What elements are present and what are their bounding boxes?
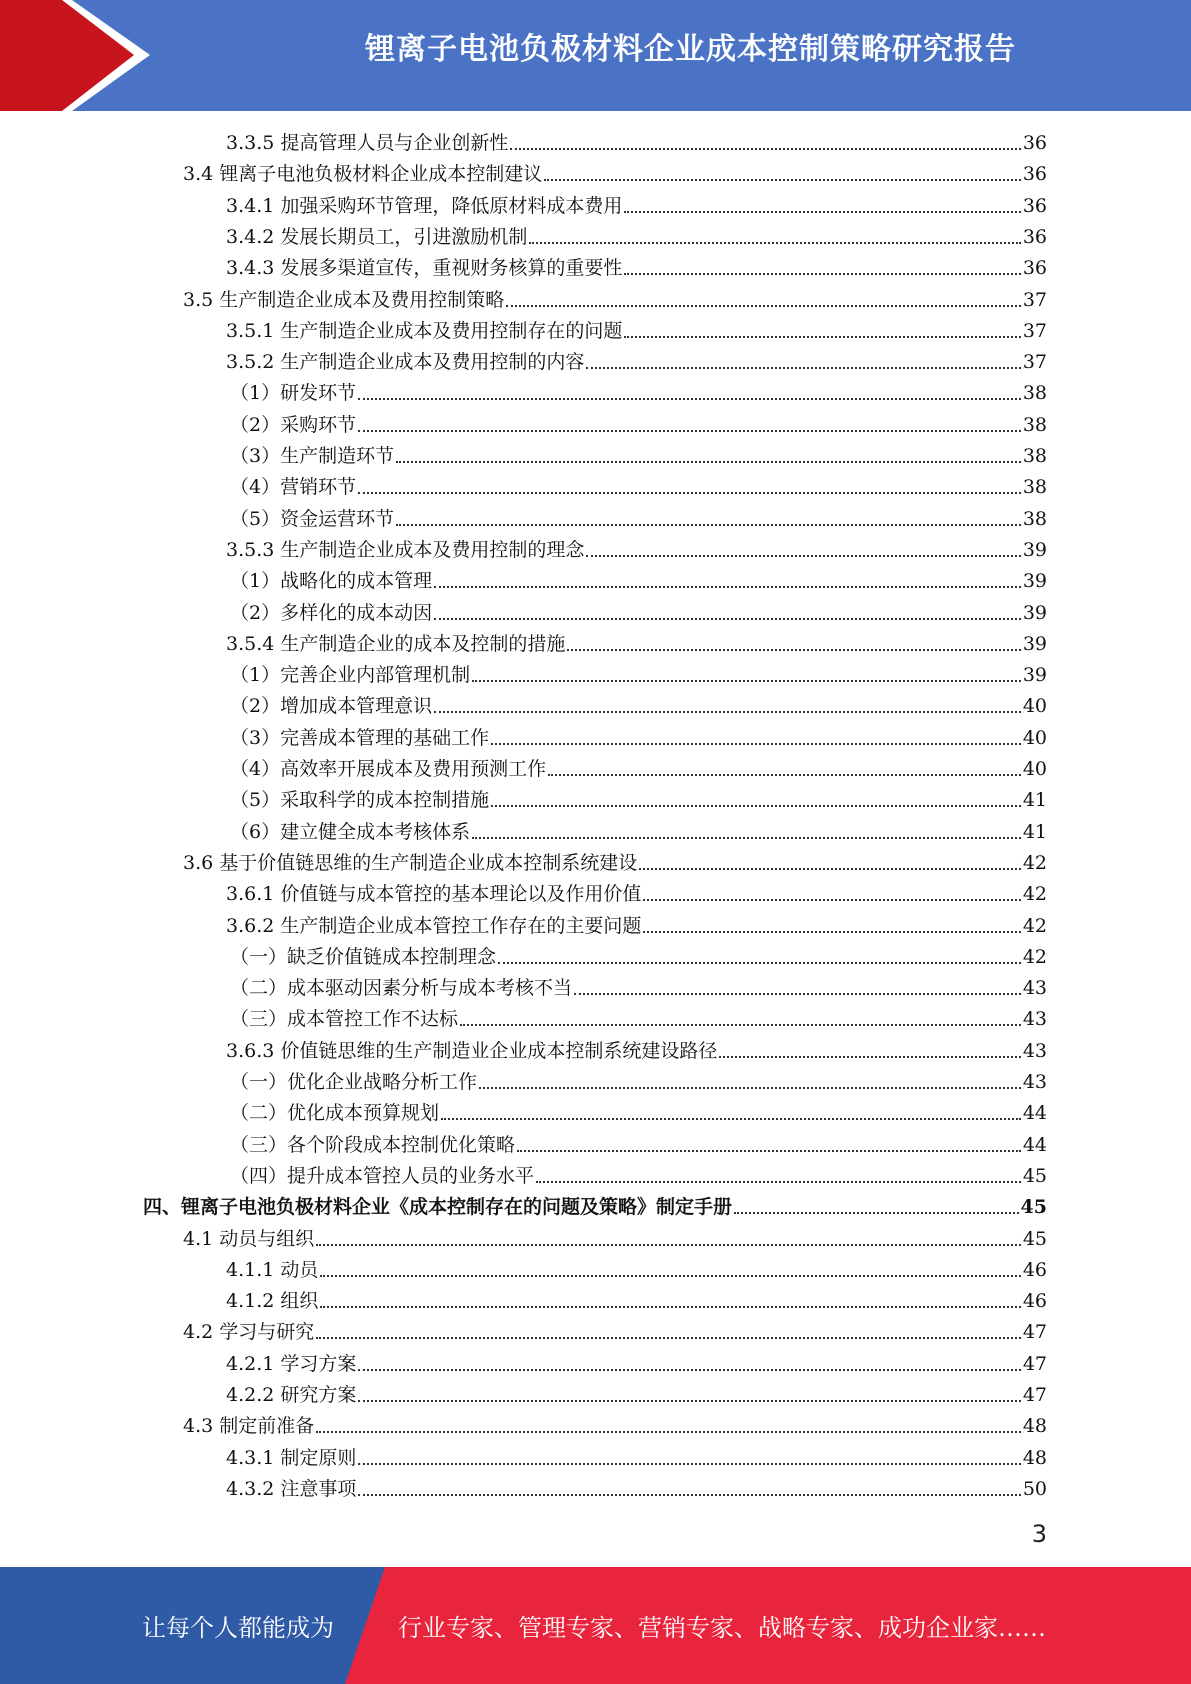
toc-entry-label: 3.4.1 加强采购环节管理，降低原材料成本费用 <box>226 194 623 217</box>
toc-entry-label: 4.1.2 组织 <box>226 1290 319 1313</box>
toc-entry[interactable] <box>230 566 1047 597</box>
toc-entry-label: 4.1.1 动员 <box>226 1258 319 1281</box>
toc-entry[interactable] <box>226 1286 1047 1317</box>
toc-entry-page: 36 <box>1022 132 1047 154</box>
header-chevron-icon <box>0 0 134 111</box>
toc-leader-dots <box>624 211 1020 213</box>
toc-entry-page: 43 <box>1022 1008 1047 1031</box>
toc-entry-label: （四）提升成本管控人员的业务水平 <box>230 1164 535 1187</box>
toc-leader-dots <box>434 586 1021 588</box>
toc-entry-page: 43 <box>1022 977 1047 1000</box>
toc-entry[interactable] <box>183 285 1047 316</box>
toc-entry-page: 44 <box>1022 1102 1047 1125</box>
toc-entry[interactable] <box>230 410 1047 441</box>
toc-entry-page: 42 <box>1022 883 1047 906</box>
toc-entry[interactable] <box>230 660 1047 691</box>
toc-entry-page: 39 <box>1022 538 1047 561</box>
toc-entry[interactable] <box>230 817 1047 848</box>
toc-entry-label: 3.6.3 价值链思维的生产制造业企业成本控制系统建设路径 <box>226 1039 718 1062</box>
toc-leader-dots <box>358 1400 1020 1402</box>
page-footer <box>0 1567 1191 1684</box>
toc-entry-page: 46 <box>1022 1258 1047 1281</box>
toc-entry-label: （三）各个阶段成本控制优化策略 <box>230 1133 516 1156</box>
toc-leader-dots <box>574 993 1021 995</box>
toc-entry-page: 44 <box>1022 1133 1047 1156</box>
toc-entry-page: 36 <box>1022 225 1047 248</box>
toc-entry-label: （1）研发环节 <box>230 382 357 405</box>
toc-entry-page: 43 <box>1022 1039 1047 1062</box>
toc-leader-dots <box>358 430 1021 432</box>
toc-leader-dots <box>316 1337 1021 1339</box>
toc-entry-label: 3.5.4 生产制造企业的成本及控制的措施 <box>226 632 566 655</box>
toc-entry[interactable] <box>230 785 1047 816</box>
toc-entry-page: 39 <box>1022 570 1047 593</box>
toc-entry[interactable] <box>230 1004 1047 1035</box>
page-number: 3 <box>1031 1520 1047 1548</box>
toc-entry[interactable] <box>230 1098 1047 1129</box>
toc-entry-label: 3.4 锂离子电池负极材料企业成本控制建议 <box>183 163 543 186</box>
toc-entry-label: （2）多样化的成本动因 <box>230 601 433 624</box>
toc-entry-label: 3.6.1 价值链与成本管控的基本理论以及作用价值 <box>226 883 642 906</box>
toc-entry-page: 39 <box>1022 664 1047 687</box>
toc-entry-label: 4.2.1 学习方案 <box>226 1352 357 1375</box>
toc-leader-dots <box>529 242 1020 244</box>
toc-entry-page: 39 <box>1022 632 1047 655</box>
toc-leader-dots <box>586 367 1020 369</box>
toc-entry-page: 36 <box>1022 194 1047 217</box>
toc-entry-label: 四、锂离子电池负极材料企业《成本控制存在的问题及策略》制定手册 <box>143 1196 733 1219</box>
toc-entry-label: 3.5 生产制造企业成本及费用控制策略 <box>183 288 505 311</box>
footer-slogan-left: 让每个人都能成为 <box>142 1614 334 1642</box>
toc-entry-label: （一）优化企业战略分析工作 <box>230 1071 478 1093</box>
toc-entry-label: 3.4.3 发展多渠道宣传，重视财务核算的重要性 <box>226 257 623 280</box>
toc-leader-dots <box>643 931 1020 933</box>
toc-entry-page: 37 <box>1022 319 1047 342</box>
toc-entry-page: 42 <box>1022 945 1047 968</box>
toc-entry-page: 38 <box>1022 382 1047 405</box>
toc-entry[interactable] <box>226 879 1047 910</box>
toc-entry-label: （3）完善成本管理的基础工作 <box>230 726 490 749</box>
toc-leader-dots <box>316 1244 1021 1246</box>
toc-leader-dots <box>358 492 1021 494</box>
toc-entry-label: 4.3.1 制定原则 <box>226 1446 357 1469</box>
toc-entry-label: （一）缺乏价值链成本控制理念 <box>230 945 497 968</box>
toc-entry-page: 46 <box>1022 1290 1047 1313</box>
toc-leader-dots <box>643 899 1020 901</box>
toc-leader-dots <box>506 305 1021 307</box>
toc-entry[interactable] <box>226 316 1047 347</box>
toc-entry-label: （1）战略化的成本管理 <box>230 570 433 593</box>
toc-entry-page: 42 <box>1022 914 1047 937</box>
toc-entry-page: 45 <box>1022 1164 1047 1187</box>
toc-entry[interactable] <box>226 1443 1047 1474</box>
toc-entry-label: 3.5.1 生产制造企业成本及费用控制存在的问题 <box>226 319 623 342</box>
toc-entry[interactable] <box>230 441 1047 472</box>
toc-entry-page: 36 <box>1022 163 1047 186</box>
toc-entry-page: 40 <box>1022 695 1047 718</box>
toc-entry-label: （3）生产制造环节 <box>230 445 395 467</box>
toc-entry[interactable] <box>226 1349 1047 1380</box>
toc-leader-dots <box>491 805 1021 807</box>
toc-entry-label: （1）完善企业内部管理机制 <box>230 664 471 687</box>
toc-entry[interactable] <box>230 598 1047 629</box>
toc-leader-dots <box>498 962 1021 964</box>
toc-leader-dots <box>639 868 1021 870</box>
toc-entry-label: （三）成本管控工作不达标 <box>230 1008 459 1031</box>
toc-entry[interactable] <box>183 159 1047 190</box>
toc-entry-page: 47 <box>1022 1384 1047 1406</box>
toc-entry-page: 37 <box>1022 351 1047 374</box>
toc-leader-dots <box>358 1494 1020 1496</box>
toc-entry[interactable] <box>230 973 1047 1004</box>
toc-entry[interactable] <box>230 754 1047 785</box>
toc-entry[interactable] <box>226 535 1047 566</box>
toc-entry[interactable] <box>226 911 1047 942</box>
toc-entry[interactable] <box>226 253 1047 284</box>
toc-entry[interactable] <box>226 1255 1047 1286</box>
toc-leader-dots <box>567 649 1020 651</box>
toc-leader-dots <box>719 1056 1020 1058</box>
toc-entry-label: （5）采取科学的成本控制措施 <box>230 789 490 812</box>
toc-entry-page: 37 <box>1022 288 1047 311</box>
toc-leader-dots <box>517 1150 1021 1152</box>
toc-entry[interactable] <box>230 723 1047 754</box>
toc-entry[interactable] <box>226 128 1047 159</box>
toc-leader-dots <box>396 524 1021 526</box>
toc-entry[interactable] <box>226 1036 1047 1067</box>
toc-leader-dots <box>441 1118 1021 1120</box>
toc-leader-dots <box>320 1275 1020 1277</box>
toc-entry-label: 3.5.2 生产制造企业成本及费用控制的内容 <box>226 351 585 374</box>
toc-leader-dots <box>624 273 1020 275</box>
toc-entry[interactable] <box>230 472 1047 503</box>
toc-entry[interactable] <box>183 848 1047 879</box>
toc-leader-dots <box>434 711 1021 713</box>
toc-entry-label: （2）采购环节 <box>230 413 357 436</box>
toc-leader-dots <box>734 1212 1019 1214</box>
toc-entry-page: 47 <box>1022 1321 1047 1344</box>
toc-entry-label: 4.3.2 注意事项 <box>226 1477 357 1500</box>
toc-entry-label: （5）资金运营环节 <box>230 507 395 530</box>
toc-leader-dots <box>510 148 1020 150</box>
toc-entry[interactable] <box>230 942 1047 973</box>
toc-leader-dots <box>491 743 1021 745</box>
toc-entry-label: 3.4.2 发展长期员工，引进激励机制 <box>226 225 528 248</box>
toc-leader-dots <box>358 398 1021 400</box>
toc-entry[interactable] <box>230 1067 1047 1098</box>
toc-entry-label: 4.3 制定前准备 <box>183 1415 315 1438</box>
toc-entry-label: 4.1 动员与组织 <box>183 1227 315 1250</box>
toc-leader-dots <box>358 1463 1020 1465</box>
footer-slogan-right: 行业专家、管理专家、营销专家、战略专家、成功企业家…… <box>398 1614 1046 1642</box>
toc-entry[interactable] <box>143 1192 1047 1223</box>
toc-entry[interactable] <box>226 347 1047 378</box>
page-header <box>0 0 1191 111</box>
toc-leader-dots <box>536 1181 1021 1183</box>
toc-entry[interactable] <box>230 691 1047 722</box>
toc-entry-label: （4）营销环节 <box>230 476 357 499</box>
toc-leader-dots <box>479 1087 1021 1089</box>
toc-entry-label: 4.2.2 研究方案 <box>226 1384 357 1406</box>
toc-entry-page: 47 <box>1022 1352 1047 1375</box>
toc-entry-page: 38 <box>1022 507 1047 530</box>
toc-entry[interactable] <box>226 1474 1047 1505</box>
toc-leader-dots <box>472 837 1021 839</box>
toc-entry[interactable] <box>230 1130 1047 1161</box>
toc-entry-page: 38 <box>1022 445 1047 467</box>
toc-leader-dots <box>624 336 1020 338</box>
toc-entry-page: 43 <box>1022 1071 1047 1093</box>
toc-entry-page: 42 <box>1022 851 1047 874</box>
toc-entry-page: 40 <box>1022 726 1047 749</box>
toc-entry-page: 40 <box>1022 758 1047 780</box>
toc-leader-dots <box>472 680 1021 682</box>
toc-entry-page: 45 <box>1022 1227 1047 1250</box>
toc-leader-dots <box>586 555 1020 557</box>
toc-entry[interactable] <box>226 629 1047 660</box>
toc-entry-page: 48 <box>1022 1446 1047 1469</box>
toc-leader-dots <box>316 1431 1021 1433</box>
toc-entry-label: （2）增加成本管理意识 <box>230 695 433 718</box>
toc-entry-label: （4）高效率开展成本及费用预测工作 <box>230 758 547 780</box>
toc-leader-dots <box>548 774 1021 776</box>
toc-entry[interactable] <box>226 191 1047 222</box>
toc-entry-label: （6）建立健全成本考核体系 <box>230 820 471 843</box>
toc-leader-dots <box>320 1306 1020 1308</box>
toc-entry[interactable] <box>183 1411 1047 1442</box>
toc-entry-page: 48 <box>1022 1415 1047 1438</box>
toc-entry-label: 3.6 基于价值链思维的生产制造企业成本控制系统建设 <box>183 851 638 874</box>
toc-entry-label: 3.3.5 提高管理人员与企业创新性 <box>226 132 509 154</box>
toc-entry-page: 38 <box>1022 413 1047 436</box>
toc-entry-page: 41 <box>1022 820 1047 843</box>
toc-entry[interactable] <box>230 378 1047 409</box>
toc-entry-page: 38 <box>1022 476 1047 499</box>
toc-leader-dots <box>396 461 1021 463</box>
toc-entry-page: 41 <box>1022 789 1047 812</box>
toc-leader-dots <box>460 1024 1021 1026</box>
toc-entry-page: 36 <box>1022 257 1047 280</box>
toc-leader-dots <box>544 179 1021 181</box>
toc-leader-dots <box>434 618 1021 620</box>
toc-entry-label: （二）优化成本预算规划 <box>230 1102 440 1125</box>
toc-entry[interactable] <box>226 1380 1047 1411</box>
toc-entry[interactable] <box>230 504 1047 535</box>
toc-entry-page: 39 <box>1022 601 1047 624</box>
toc-entry[interactable] <box>230 1161 1047 1192</box>
report-title: 锂离子电池负极材料企业成本控制策略研究报告 <box>365 32 1016 67</box>
toc-leader-dots <box>358 1369 1020 1371</box>
toc-entry[interactable] <box>226 222 1047 253</box>
toc-entry-page: 50 <box>1022 1477 1047 1500</box>
toc-entry-label: 4.2 学习与研究 <box>183 1321 315 1344</box>
toc-entry-label: （二）成本驱动因素分析与成本考核不当 <box>230 977 573 1000</box>
toc-entry-page: 45 <box>1020 1196 1047 1219</box>
toc-entry-label: 3.5.3 生产制造企业成本及费用控制的理念 <box>226 538 585 561</box>
toc-entry[interactable] <box>183 1224 1047 1255</box>
toc-entry-label: 3.6.2 生产制造企业成本管控工作存在的主要问题 <box>226 914 642 937</box>
toc-entry[interactable] <box>183 1317 1047 1348</box>
